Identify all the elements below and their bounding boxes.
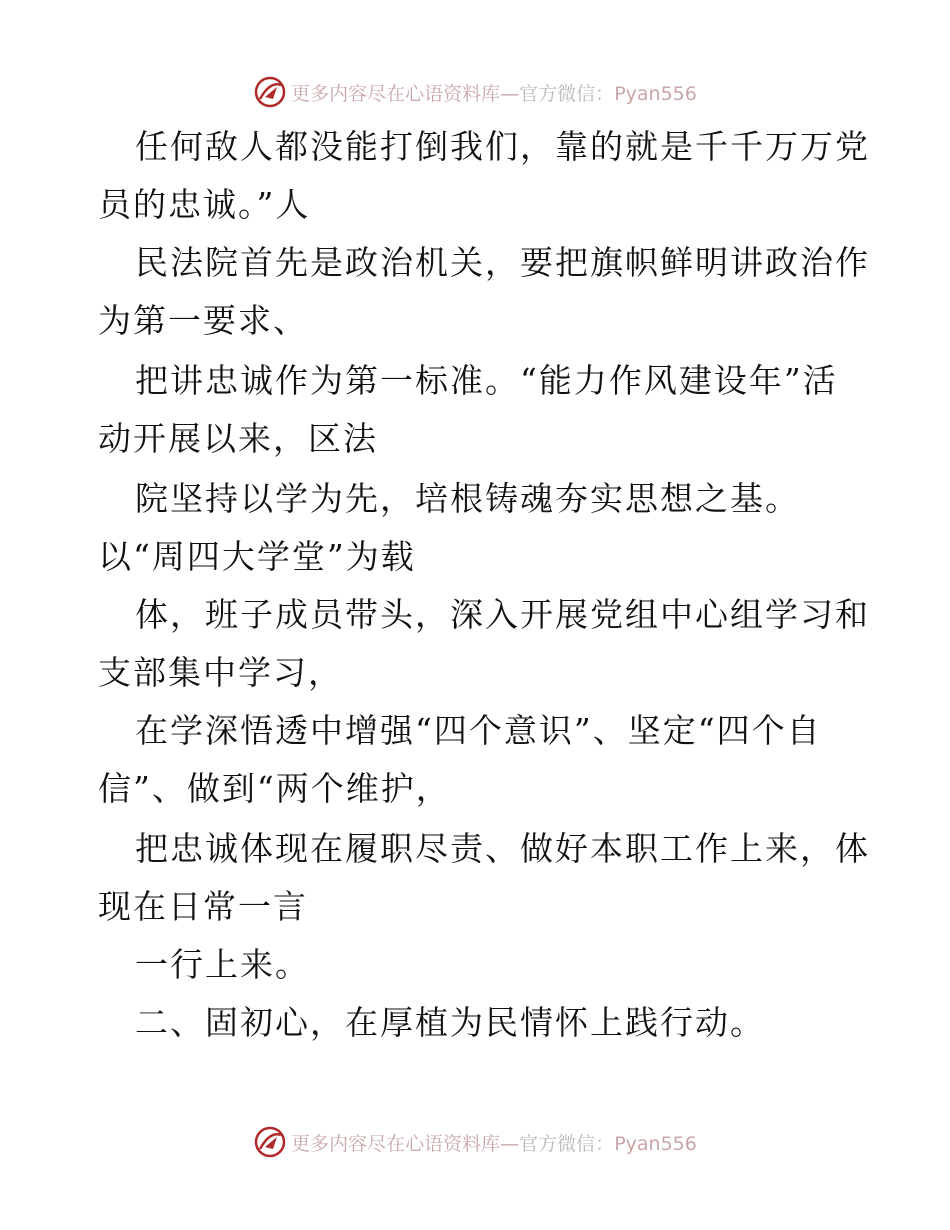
- text-line: 动开展以来，区法: [98, 419, 378, 458]
- watermark-site: 更多内容尽在心语资料库—: [291, 82, 520, 105]
- text-line: 以“周四大学堂”为载: [98, 537, 416, 576]
- text-line: 民法院首先是政治机关，要把旗帜鲜明讲政治作: [135, 243, 870, 282]
- watermark-site: 更多内容尽在心语资料库—: [291, 1132, 520, 1155]
- watermark-header: [0, 72, 950, 112]
- text-line: 员的忠诚。”人: [98, 185, 311, 224]
- watermark-text: [291, 79, 697, 106]
- watermark-footer: [0, 1122, 950, 1162]
- watermark-logo-icon: [253, 75, 287, 109]
- text-line: 支部集中学习，: [98, 653, 343, 692]
- watermark-wechat-id: Pyan556: [614, 1132, 697, 1155]
- watermark-wechat-id: Pyan556: [614, 82, 697, 105]
- text-line: 把讲忠诚作为第一标准。“能力作风建设年”活: [135, 361, 838, 400]
- watermark-wechat-label: 官方微信：: [519, 82, 615, 105]
- text-line: 把忠诚体现在履职尽责、做好本职工作上来，体: [135, 829, 870, 868]
- text-line: 在学深悟透中增强“四个意识”、坚定“四个自: [135, 711, 822, 750]
- text-line: 任何敌人都没能打倒我们，靠的就是千千万万党: [135, 127, 870, 166]
- text-line: 院坚持以学为先，培根铸魂夯实思想之基。: [135, 479, 800, 518]
- text-line: 体，班子成员带头，深入开展党组中心组学习和: [135, 595, 870, 634]
- watermark-wechat-label: 官方微信：: [519, 1132, 615, 1155]
- text-line: 信”、做到“两个维护，: [98, 769, 451, 808]
- text-line: 为第一要求、: [98, 301, 308, 340]
- text-line: 一行上来。: [135, 945, 310, 984]
- text-line: 二、固初心，在厚植为民情怀上践行动。: [135, 1003, 765, 1042]
- watermark-logo-icon: [253, 1125, 287, 1159]
- text-line: 现在日常一言: [98, 887, 308, 926]
- watermark-text: [291, 1129, 697, 1156]
